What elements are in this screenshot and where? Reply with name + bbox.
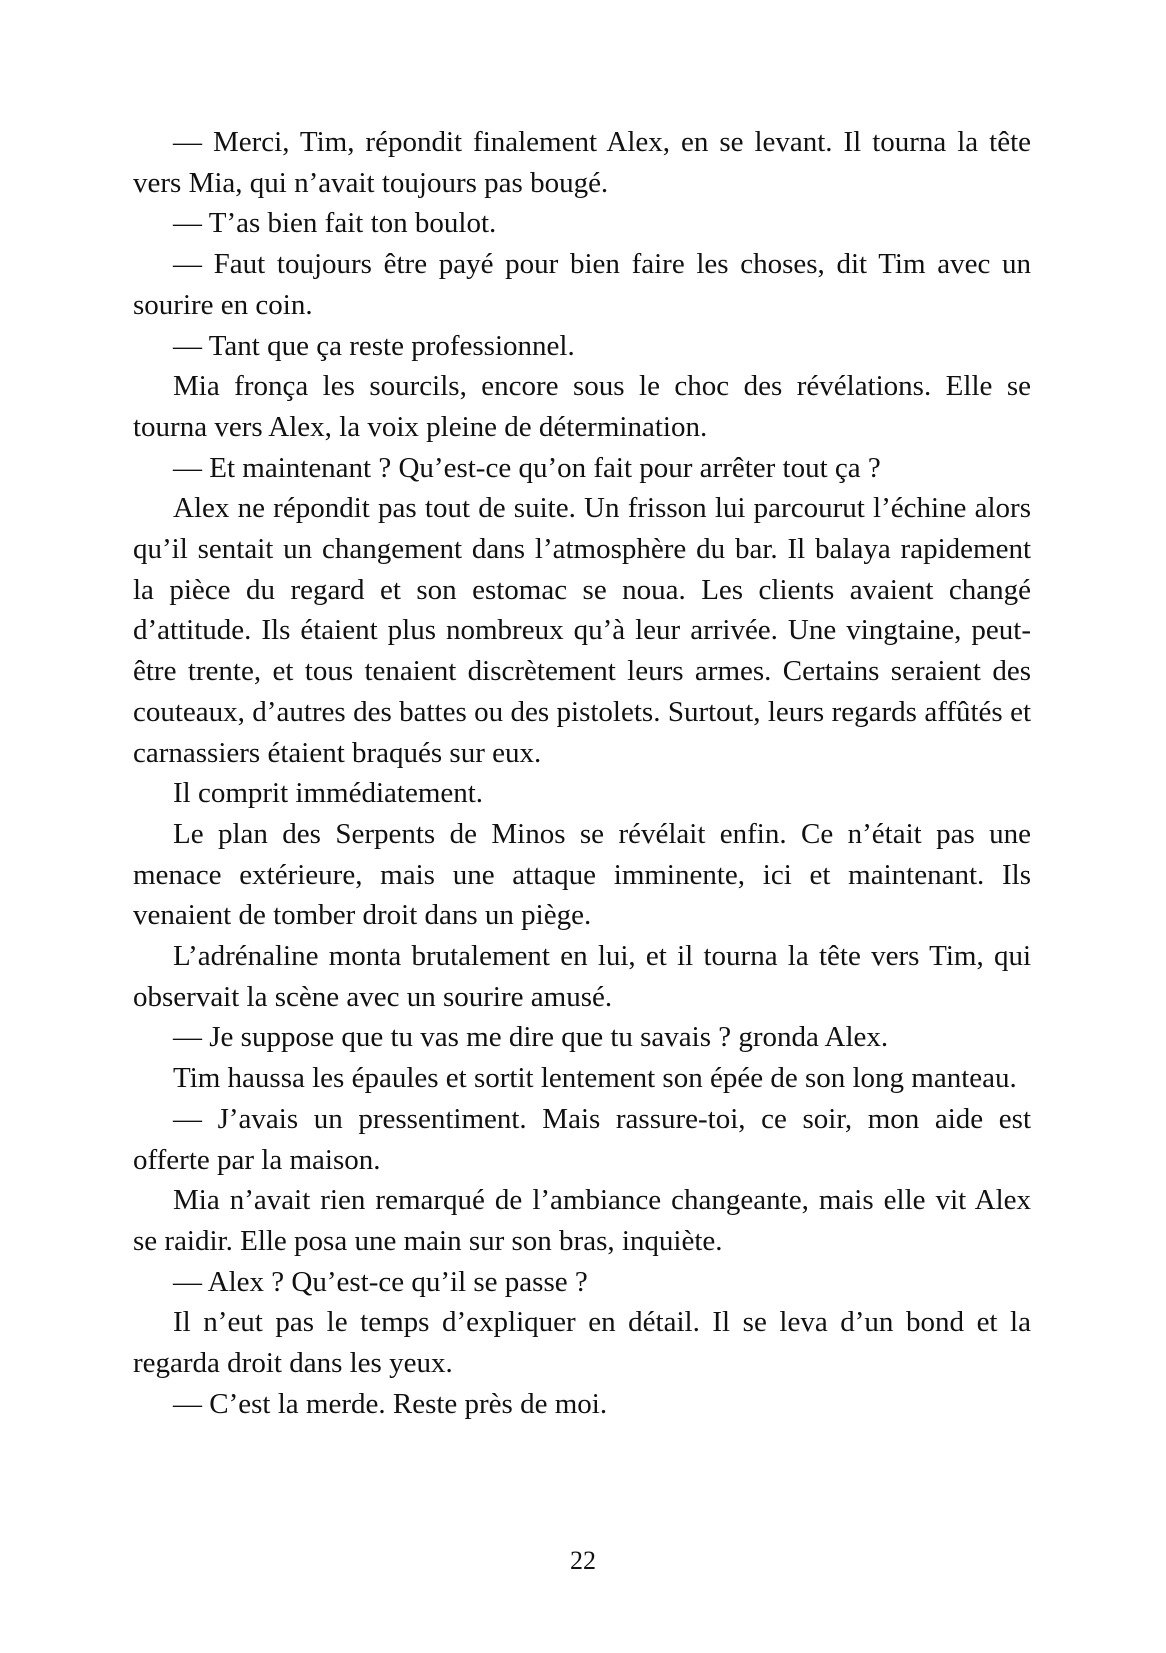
paragraph-5: Mia fronça les sourcils, encore sous le choc des révélations. Elle se tourna vers Alex, la voix pleine de détermination. xyxy=(133,370,1031,443)
paragraph-7: Alex ne répondit pas tout de suite. Un frisson lui parcourut l’échine alors qu’il sentait un changement dans l’atmosphère du bar. Il balaya rapidement la pièce du regard et son estomac se noua. Les clients avaient changé d’attitude. Ils étaient plus nombreux qu’à leur arrivée. Une vingtaine, peut-être trente, et tous tenaient discrètement leurs armes. Certains seraient des couteaux, d’autres des battes ou des pistolets. Surtout, leurs regards affûtés et carnassiers étaient braqués sur eux. xyxy=(133,492,1031,769)
page-number: 22 xyxy=(570,1546,596,1575)
paragraph-9: Le plan des Serpents de Minos se révélait enfin. Ce n’était pas une menace extérieure, mais une attaque imminente, ici et maintenant. Ils venaient de tomber droit dans un piège. xyxy=(133,817,1031,932)
paragraph-11: — Je suppose que tu vas me dire que tu savais ? gronda Alex. xyxy=(173,1021,889,1054)
paragraph-4: — Tant que ça reste professionnel. xyxy=(173,329,575,362)
paragraph-3: — Faut toujours être payé pour bien faire les choses, dit Tim avec un sourire en coin. xyxy=(133,248,1031,321)
body-text xyxy=(133,122,1031,1425)
paragraph-12: Tim haussa les épaules et sortit lentement son épée de son long manteau. xyxy=(173,1062,1017,1095)
paragraph-6: — Et maintenant ? Qu’est-ce qu’on fait pour arrêter tout ça ? xyxy=(173,451,881,484)
paragraph-2: — T’as bien fait ton boulot. xyxy=(173,207,497,240)
paragraph-15: — Alex ? Qu’est-ce qu’il se passe ? xyxy=(173,1265,588,1298)
paragraph-8: Il comprit immédiatement. xyxy=(173,777,484,810)
paragraph-16: Il n’eut pas le temps d’expliquer en détail. Il se leva d’un bond et la regarda droit dans les yeux. xyxy=(133,1306,1031,1380)
paragraph-14: Mia n’avait rien remarqué de l’ambiance changeante, mais elle vit Alex se raidir. Elle posa une main sur son bras, inquiète. xyxy=(133,1184,1031,1257)
paragraph-10: L’adrénaline monta brutalement en lui, et il tourna la tête vers Tim, qui observait la scène avec un sourire amusé. xyxy=(133,940,1031,1013)
paragraph-17: — C’est la merde. Reste près de moi. xyxy=(173,1387,608,1420)
paragraph-1: — Merci, Tim, répondit finalement Alex, en se levant. Il tourna la tête vers Mia, qui n’avait toujours pas bougé. xyxy=(133,126,1031,199)
paragraph-13: — J’avais un pressentiment. Mais rassure-toi, ce soir, mon aide est offerte par la maison. xyxy=(133,1102,1031,1176)
